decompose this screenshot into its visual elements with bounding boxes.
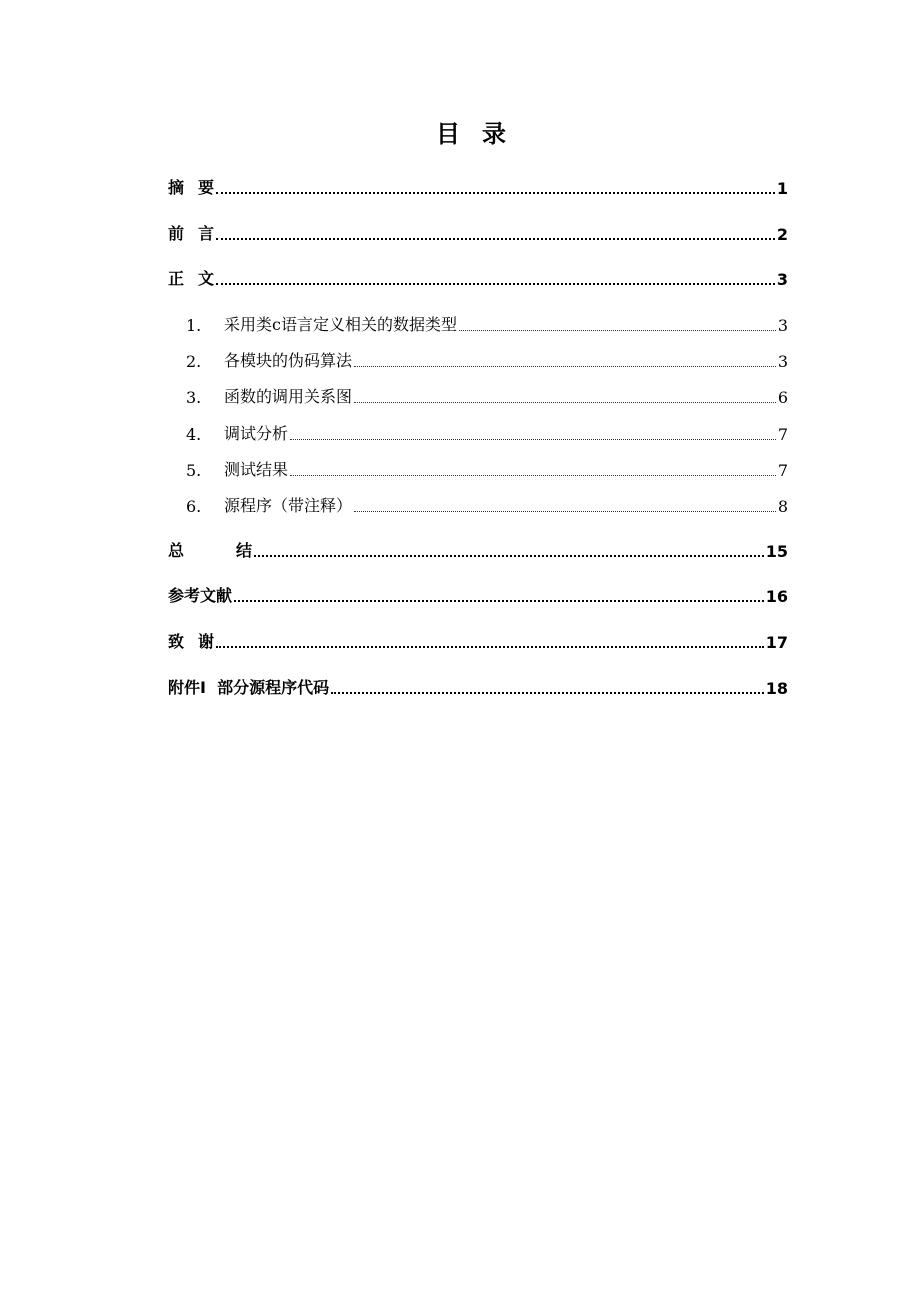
toc-subentry[interactable] [168, 420, 788, 444]
toc-subentry-number: 6. [186, 497, 202, 516]
toc-page-number: 2 [776, 225, 788, 244]
toc-leader-dots [354, 386, 776, 403]
toc-page-number: 17 [765, 633, 788, 652]
toc-subentry-label: 采用类c语言定义相关的数据类型 [224, 315, 457, 334]
toc-page-number: 3 [777, 352, 788, 371]
toc-subentry[interactable] [168, 492, 788, 516]
toc-subentry-number: 5. [186, 461, 202, 480]
toc-subentry-label: 各模块的伪码算法 [224, 351, 353, 370]
toc-leader-dots [290, 423, 776, 440]
toc-leader-dots [216, 630, 764, 648]
toc-leader-dots [254, 539, 764, 557]
toc-subentry[interactable] [168, 383, 788, 407]
toc-leader-dots [459, 314, 776, 331]
toc-title [0, 118, 920, 150]
toc-leader-dots [290, 459, 776, 476]
toc-page-number: 16 [765, 587, 788, 606]
toc-page-number: 1 [776, 179, 788, 198]
toc-leader-dots [216, 176, 775, 194]
toc-entry-summary[interactable] [168, 537, 788, 561]
toc-title-char-2: 录 [482, 120, 506, 148]
toc-entry-appendix[interactable] [168, 674, 788, 698]
toc-subentry-label: 测试结果 [224, 460, 289, 479]
toc-entry-label: 摘要 [168, 178, 215, 197]
toc-page-number: 3 [777, 316, 788, 335]
toc-page-number: 8 [777, 497, 788, 516]
toc-entry-label: 致谢 [168, 632, 215, 651]
toc-entry-references[interactable] [168, 582, 788, 606]
toc-entry-preface[interactable] [168, 220, 788, 244]
toc-title-char-1: 目 [436, 120, 482, 148]
toc-page-number: 7 [777, 461, 788, 480]
toc-subentry-number: 1. [186, 316, 202, 335]
toc-leader-dots [331, 676, 764, 694]
toc-entry-label: 正文 [168, 269, 215, 288]
toc-subentry[interactable] [168, 456, 788, 480]
toc-entry-label: 附件Ⅰ 部分源程序代码 [168, 678, 330, 697]
toc-leader-dots [216, 267, 775, 285]
toc-subentry-label: 调试分析 [224, 424, 289, 443]
toc-subentry[interactable] [168, 311, 788, 335]
toc-entry-abstract[interactable] [168, 174, 788, 198]
toc-entry-body[interactable] [168, 265, 788, 289]
toc-leader-dots [354, 495, 776, 512]
toc-subentry-number: 2. [186, 352, 202, 371]
toc-entry-thanks[interactable] [168, 628, 788, 652]
toc-subentry-label: 源程序（带注释） [224, 496, 353, 515]
toc-page-number: 3 [776, 270, 788, 289]
toc-page-number: 18 [765, 679, 788, 698]
toc-leader-dots [216, 222, 775, 240]
toc-leader-dots [234, 584, 764, 602]
toc-leader-dots [354, 350, 776, 367]
toc-subentry-number: 4. [186, 425, 202, 444]
toc-page-number: 7 [777, 425, 788, 444]
toc-entry-label: 参考文献 [168, 586, 233, 605]
toc-subentry-number: 3. [186, 388, 202, 407]
toc-entry-label: 总结 [168, 541, 253, 560]
toc-subentry-label: 函数的调用关系图 [224, 387, 353, 406]
toc-subentry[interactable] [168, 347, 788, 371]
toc-entry-label: 前言 [168, 224, 215, 243]
toc-page-number: 6 [777, 388, 788, 407]
toc-page-number: 15 [765, 542, 788, 561]
